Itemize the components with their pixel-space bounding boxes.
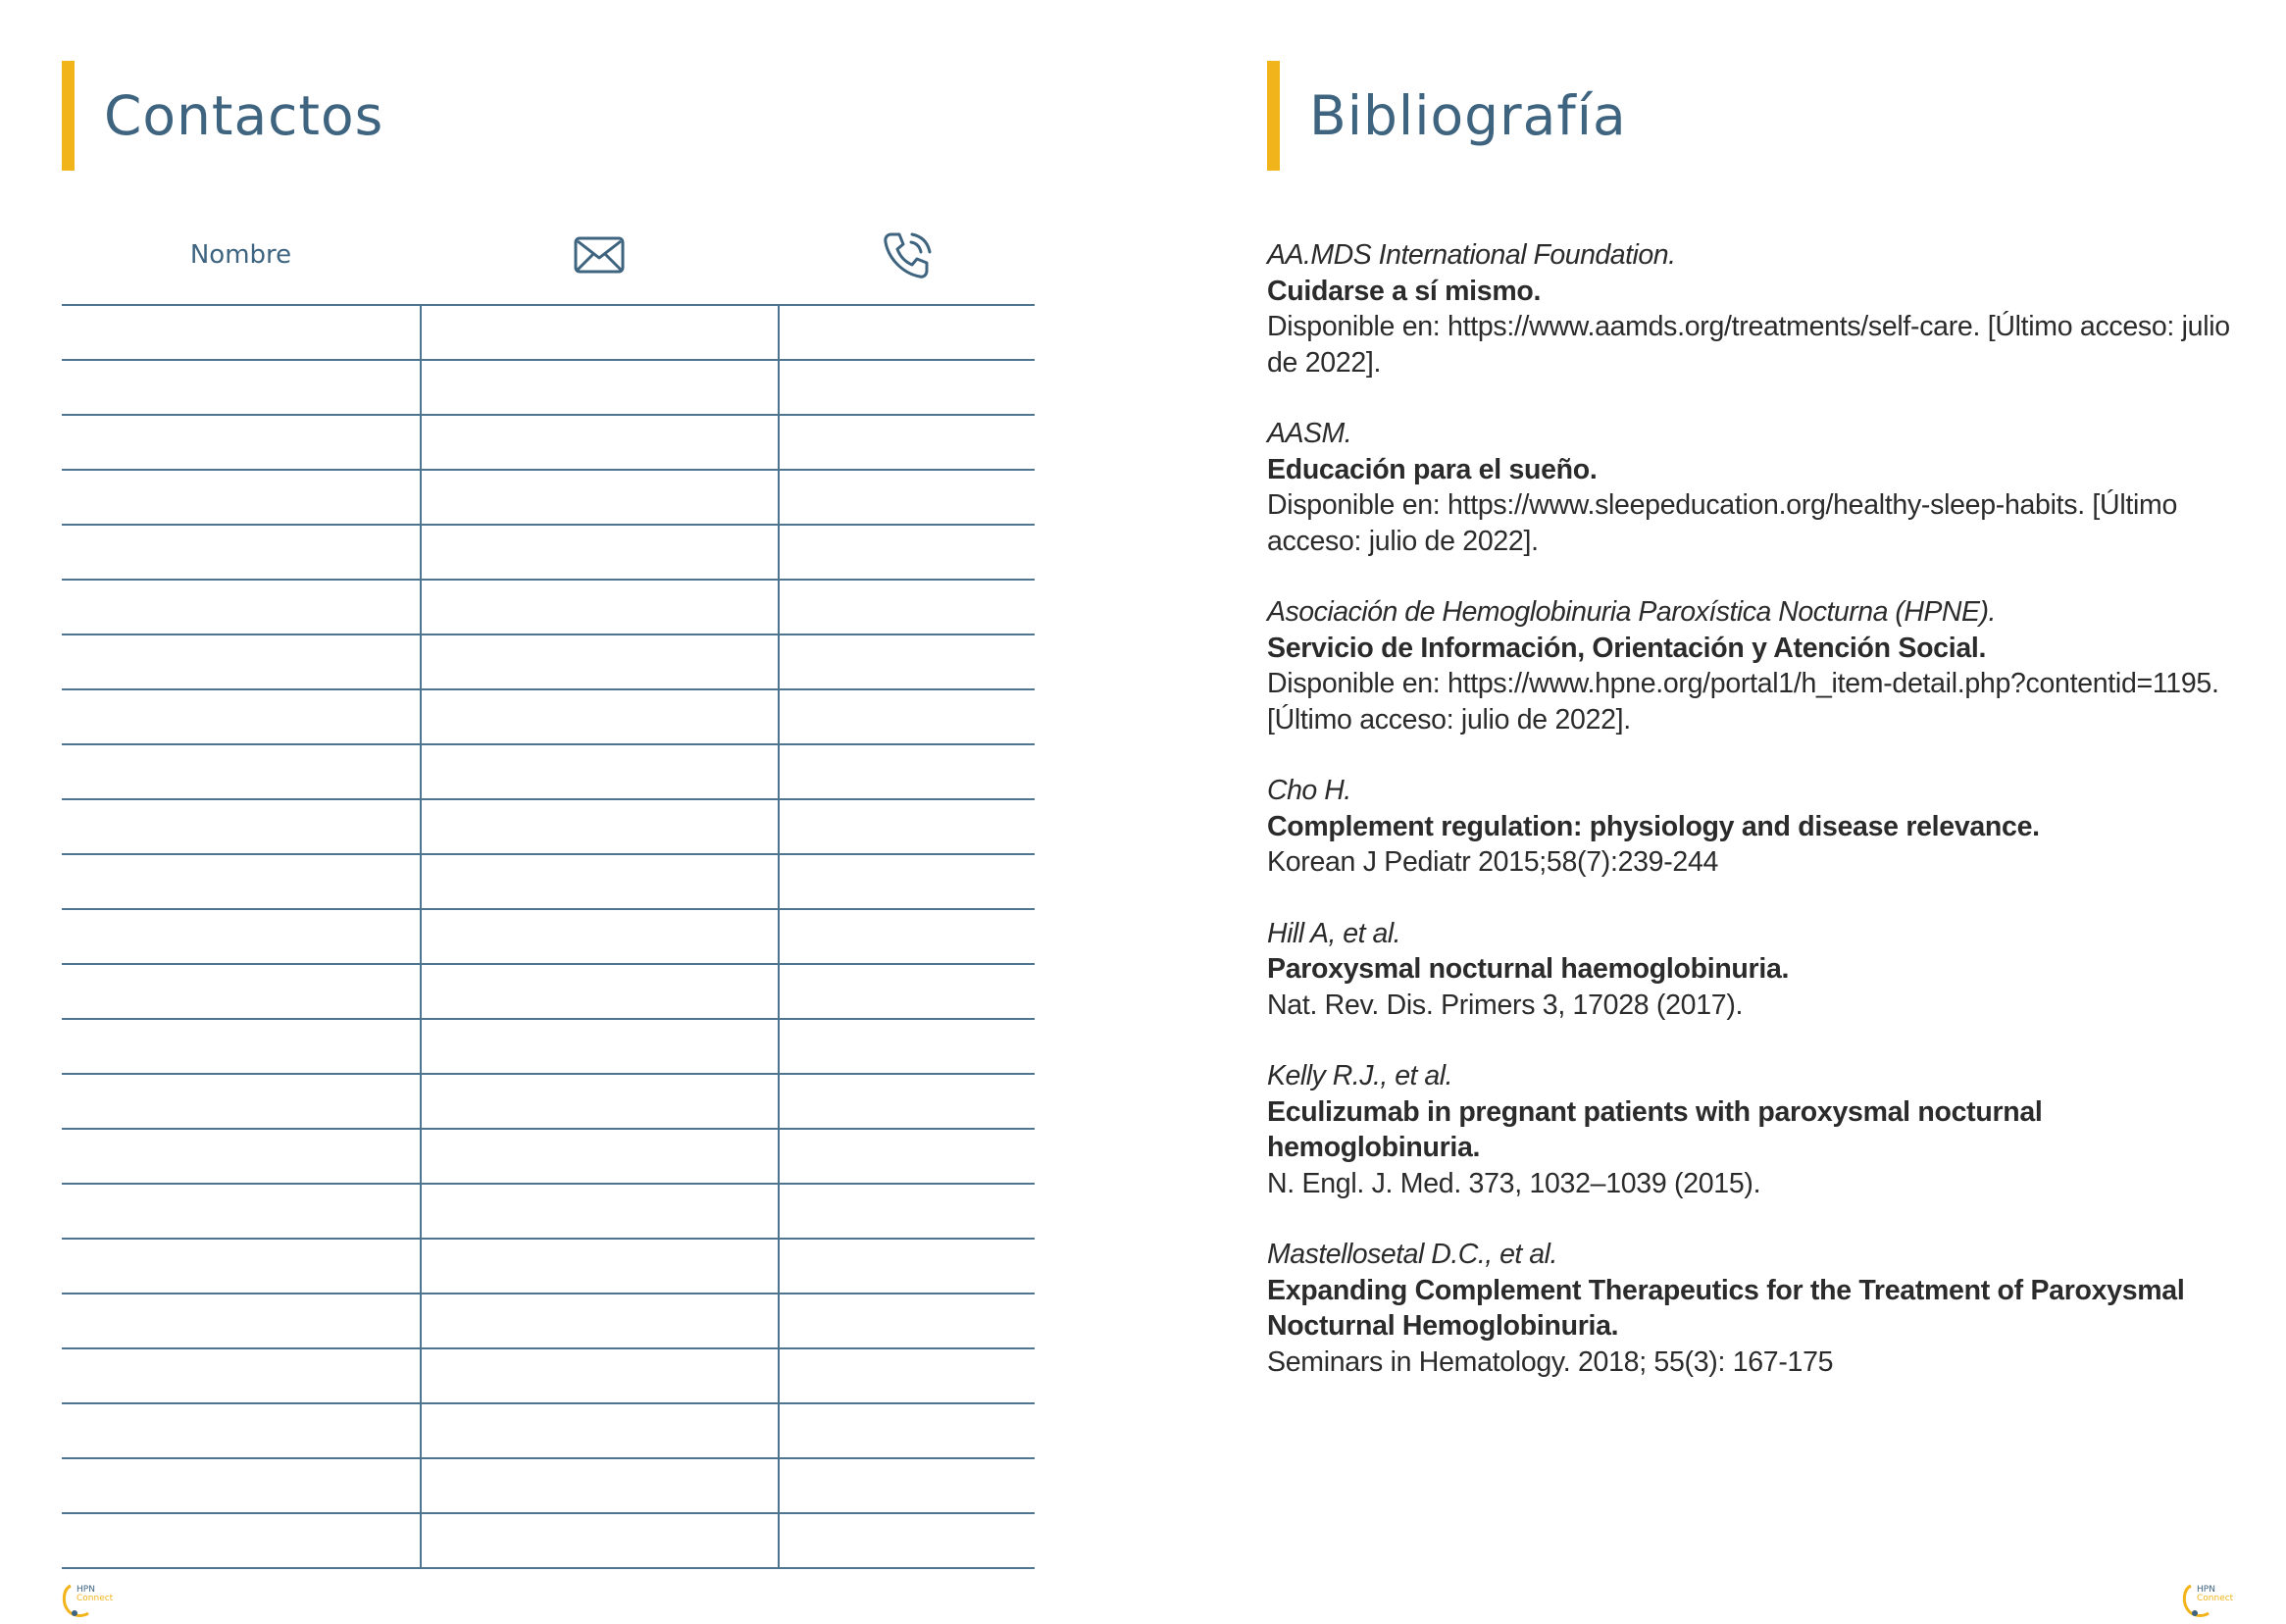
reference-author: Asociación de Hemoglobinuria Paroxística Nocturna (HPNE). — [1267, 596, 1996, 628]
logo-text: HPN Connect — [76, 1585, 114, 1603]
table-row — [62, 1349, 1035, 1404]
table-row — [62, 526, 1035, 581]
name-cell[interactable] — [62, 635, 422, 688]
reference-author: Mastellosetal D.C., et al. — [1267, 1239, 1557, 1270]
name-cell[interactable] — [62, 306, 422, 359]
email-cell[interactable] — [422, 855, 780, 908]
contacts-heading — [62, 61, 383, 171]
email-cell[interactable] — [422, 1349, 780, 1402]
name-cell[interactable] — [62, 1130, 422, 1183]
column-header-email — [420, 226, 778, 284]
reference-title: Eculizumab in pregnant patients with paroxysmal nocturnal hemoglobinuria. — [1267, 1095, 2043, 1163]
reference-item — [1267, 1237, 2238, 1380]
table-row — [62, 306, 1035, 361]
table-row — [62, 635, 1035, 690]
name-cell[interactable] — [62, 1075, 422, 1128]
reference-source: Disponible en: https://www.hpne.org/portal1/h_item-detail.php?contentid=1195. [Último acceso: julio de 2022]. — [1267, 668, 2219, 736]
phone-cell[interactable] — [780, 581, 1035, 634]
table-row — [62, 1404, 1035, 1459]
name-cell[interactable] — [62, 1404, 422, 1457]
reference-author: AASM. — [1267, 418, 1352, 449]
name-cell[interactable] — [62, 1020, 422, 1073]
name-cell[interactable] — [62, 581, 422, 634]
phone-cell[interactable] — [780, 1514, 1035, 1567]
table-row — [62, 1240, 1035, 1294]
reference-source: Nat. Rev. Dis. Primers 3, 17028 (2017). — [1267, 989, 1744, 1021]
name-cell[interactable] — [62, 1185, 422, 1238]
email-cell[interactable] — [422, 361, 780, 414]
reference-title: Paroxysmal nocturnal haemoglobinuria. — [1267, 953, 1790, 985]
reference-item — [1267, 773, 2238, 881]
phone-cell[interactable] — [780, 745, 1035, 798]
reference-title: Educación para el sueño. — [1267, 453, 1598, 485]
email-cell[interactable] — [422, 416, 780, 469]
phone-cell[interactable] — [780, 1404, 1035, 1457]
table-row — [62, 745, 1035, 800]
envelope-icon — [574, 236, 625, 274]
reference-item — [1267, 416, 2238, 559]
bibliography-title: Bibliografía — [1309, 84, 1627, 147]
table-row — [62, 1294, 1035, 1349]
email-cell[interactable] — [422, 1185, 780, 1238]
table-row — [62, 1075, 1035, 1130]
logo-text: HPN Connect — [2197, 1585, 2234, 1603]
phone-cell[interactable] — [780, 526, 1035, 579]
reference-source: Disponible en: https://www.aamds.org/treatments/self-care. [Último acceso: julio de 2022]. — [1267, 311, 2230, 379]
table-row — [62, 361, 1035, 416]
column-header-name: Nombre — [189, 240, 292, 270]
email-cell[interactable] — [422, 690, 780, 743]
name-cell[interactable] — [62, 471, 422, 524]
phone-cell[interactable] — [780, 800, 1035, 853]
reference-author: AA.MDS International Foundation. — [1267, 239, 1676, 271]
bibliography-list — [1267, 237, 2238, 1415]
name-cell[interactable] — [62, 800, 422, 853]
phone-cell[interactable] — [780, 471, 1035, 524]
email-cell[interactable] — [422, 1020, 780, 1073]
email-cell[interactable] — [422, 965, 780, 1018]
reference-source: Disponible en: https://www.sleepeducation.org/healthy-sleep-habits. [Último acceso: julio de 2022]. — [1267, 489, 2178, 557]
email-cell[interactable] — [422, 1130, 780, 1183]
phone-cell[interactable] — [780, 965, 1035, 1018]
contacts-title: Contactos — [104, 84, 384, 147]
email-cell[interactable] — [422, 1514, 780, 1567]
name-cell[interactable] — [62, 1294, 422, 1347]
table-row — [62, 1185, 1035, 1240]
table-row — [62, 416, 1035, 471]
reference-item — [1267, 1058, 2238, 1201]
phone-cell[interactable] — [780, 1075, 1035, 1128]
email-cell[interactable] — [422, 745, 780, 798]
reference-item — [1267, 237, 2238, 381]
name-cell[interactable] — [62, 965, 422, 1018]
phone-cell[interactable] — [780, 1294, 1035, 1347]
reference-source: N. Engl. J. Med. 373, 1032–1039 (2015). — [1267, 1167, 1761, 1199]
table-row — [62, 800, 1035, 855]
email-cell[interactable] — [422, 1075, 780, 1128]
phone-cell[interactable] — [780, 855, 1035, 908]
email-cell[interactable] — [422, 1240, 780, 1293]
table-row — [62, 471, 1035, 526]
reference-item — [1267, 594, 2238, 737]
reference-author: Kelly R.J., et al. — [1267, 1060, 1452, 1091]
reference-item — [1267, 916, 2238, 1024]
table-row — [62, 690, 1035, 745]
name-cell[interactable] — [62, 1349, 422, 1402]
name-cell[interactable] — [62, 526, 422, 579]
phone-cell[interactable] — [780, 910, 1035, 963]
email-cell[interactable] — [422, 635, 780, 688]
phone-cell[interactable] — [780, 1349, 1035, 1402]
phone-cell[interactable] — [780, 635, 1035, 688]
reference-source: Korean J Pediatr 2015;58(7):239-244 — [1267, 846, 1719, 878]
reference-author: Cho H. — [1267, 775, 1351, 806]
table-row — [62, 965, 1035, 1020]
table-row — [62, 1130, 1035, 1185]
phone-icon — [880, 228, 933, 281]
email-cell[interactable] — [422, 1404, 780, 1457]
phone-cell[interactable] — [780, 1130, 1035, 1183]
hpn-connect-logo — [2181, 1582, 2238, 1619]
email-cell[interactable] — [422, 800, 780, 853]
name-cell[interactable] — [62, 1514, 422, 1567]
table-row — [62, 1514, 1035, 1569]
table-row — [62, 1459, 1035, 1514]
email-cell[interactable] — [422, 471, 780, 524]
table-row — [62, 910, 1035, 965]
phone-cell[interactable] — [780, 1020, 1035, 1073]
table-row — [62, 855, 1035, 910]
table-row — [62, 1020, 1035, 1075]
phone-cell[interactable] — [780, 306, 1035, 359]
phone-cell[interactable] — [780, 1240, 1035, 1293]
reference-title: Servicio de Información, Orientación y Atención Social. — [1267, 632, 1987, 664]
email-cell[interactable] — [422, 306, 780, 359]
table-row — [62, 581, 1035, 635]
name-cell[interactable] — [62, 910, 422, 963]
reference-title: Complement regulation: physiology and disease relevance. — [1267, 810, 2040, 842]
phone-cell[interactable] — [780, 690, 1035, 743]
bibliography-heading — [1267, 61, 1627, 171]
reference-source: Seminars in Hematology. 2018; 55(3): 167-175 — [1267, 1345, 1834, 1378]
name-cell[interactable] — [62, 1459, 422, 1512]
name-cell[interactable] — [62, 1240, 422, 1293]
name-cell[interactable] — [62, 745, 422, 798]
email-cell[interactable] — [422, 526, 780, 579]
phone-cell[interactable] — [780, 361, 1035, 414]
email-cell[interactable] — [422, 910, 780, 963]
name-cell[interactable] — [62, 855, 422, 908]
phone-cell[interactable] — [780, 1185, 1035, 1238]
name-cell[interactable] — [62, 416, 422, 469]
reference-title: Cuidarse a sí mismo. — [1267, 275, 1542, 307]
email-cell[interactable] — [422, 1459, 780, 1512]
contacts-table — [62, 304, 1035, 1569]
column-header-phone — [778, 226, 1035, 284]
phone-cell[interactable] — [780, 416, 1035, 469]
phone-cell[interactable] — [780, 1459, 1035, 1512]
reference-title: Expanding Complement Therapeutics for the Treatment of Paroxysmal Nocturnal Hemoglobinuria. — [1267, 1274, 2185, 1342]
email-cell[interactable] — [422, 1294, 780, 1347]
email-cell[interactable] — [422, 581, 780, 634]
name-cell[interactable] — [62, 690, 422, 743]
name-cell[interactable] — [62, 361, 422, 414]
reference-author: Hill A, et al. — [1267, 917, 1401, 949]
hpn-connect-logo — [61, 1582, 118, 1619]
